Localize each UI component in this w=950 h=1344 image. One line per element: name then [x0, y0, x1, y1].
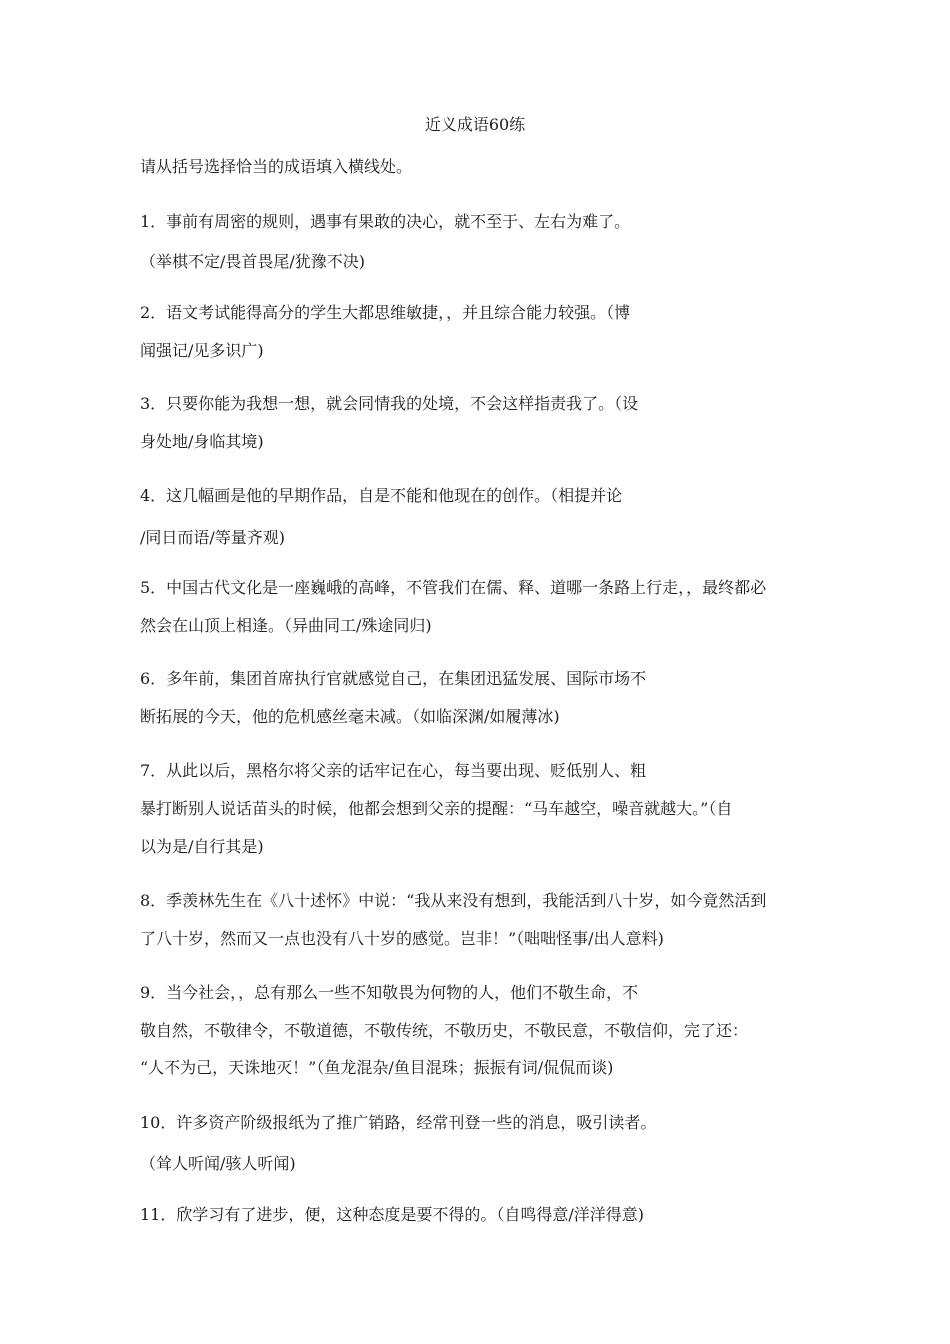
question-7-line-1: 7．从此以后，黑格尔将父亲的话牢记在心，每当要出现、贬低别人、粗 — [140, 761, 647, 780]
question-1-line-2: （举棋不定/畏首畏尾/犹豫不决) — [140, 252, 366, 271]
question-9-line-3: “人不为己，天诛地灭！”（鱼龙混杂/鱼目混珠；振振有词/侃侃而谈) — [140, 1058, 614, 1077]
question-5-line-1: 5．中国古代文化是一座巍峨的高峰，不管我们在儒、释、道哪一条路上行走，，最终都必 — [140, 578, 767, 597]
question-7-line-2: 暴打断别人说话苗头的时候，他都会想到父亲的提醒：“马车越空，噪音就越大。”（自 — [140, 799, 733, 818]
question-4-line-1: 4．这几幅画是他的早期作品，自是不能和他现在的创作。（相提并论 — [140, 486, 623, 505]
question-5-line-2: 然会在山顶上相逢。（异曲同工/殊途同归) — [140, 616, 432, 635]
question-3-line-1: 3．只要你能为我想一想，就会同情我的处境，不会这样指责我了。（设 — [140, 394, 639, 413]
question-8-line-2: 了八十岁，然而又一点也没有八十岁的感觉。岂非！”（咄咄怪事/出人意料) — [140, 929, 664, 948]
question-2-line-1: 2．语文考试能得高分的学生大都思维敏捷，，并且综合能力较强。（博 — [140, 303, 631, 322]
question-10-line-1: 10．许多资产阶级报纸为了推广销路，经常刊登一些的消息，吸引读者。 — [140, 1113, 657, 1132]
question-4-line-2: /同日而语/等量齐观) — [140, 528, 286, 547]
question-6-line-2: 断拓展的今天，他的危机感丝毫未减。（如临深渊/如履薄冰) — [140, 707, 560, 726]
question-2-line-2: 闻强记/见多识广) — [140, 341, 264, 360]
instruction-text: 请从括号选择恰当的成语填入横线处。 — [140, 157, 413, 176]
question-7-line-3: 以为是/自行其是) — [140, 837, 264, 856]
question-3-line-2: 身处地/身临其境) — [140, 432, 264, 451]
question-6-line-1: 6．多年前，集团首席执行官就感觉自己，在集团迅猛发展、国际市场不 — [140, 669, 647, 688]
question-10-line-2: （耸人听闻/骇人听闻) — [140, 1154, 296, 1173]
question-8-line-1: 8．季羡林先生在《八十述怀》中说：“我从来没有想到，我能活到八十岁，如今竟然活到 — [140, 891, 767, 910]
question-1-line-1: 1．事前有周密的规则，遇事有果敢的决心，就不至于、左右为难了。 — [140, 212, 631, 231]
question-9-line-2: 敬自然，不敬律令，不敬道德，不敬传统，不敬历史，不敬民意，不敬信仰，完了还： — [140, 1021, 749, 1040]
document-title: 近义成语60练 — [424, 115, 526, 134]
question-11-line-1: 11．欣学习有了进步，便，这种态度是要不得的。（自鸣得意/洋洋得意) — [140, 1205, 644, 1224]
question-9-line-1: 9．当今社会，，总有那么一些不知敬畏为何物的人，他们不敬生命，不 — [140, 983, 639, 1002]
